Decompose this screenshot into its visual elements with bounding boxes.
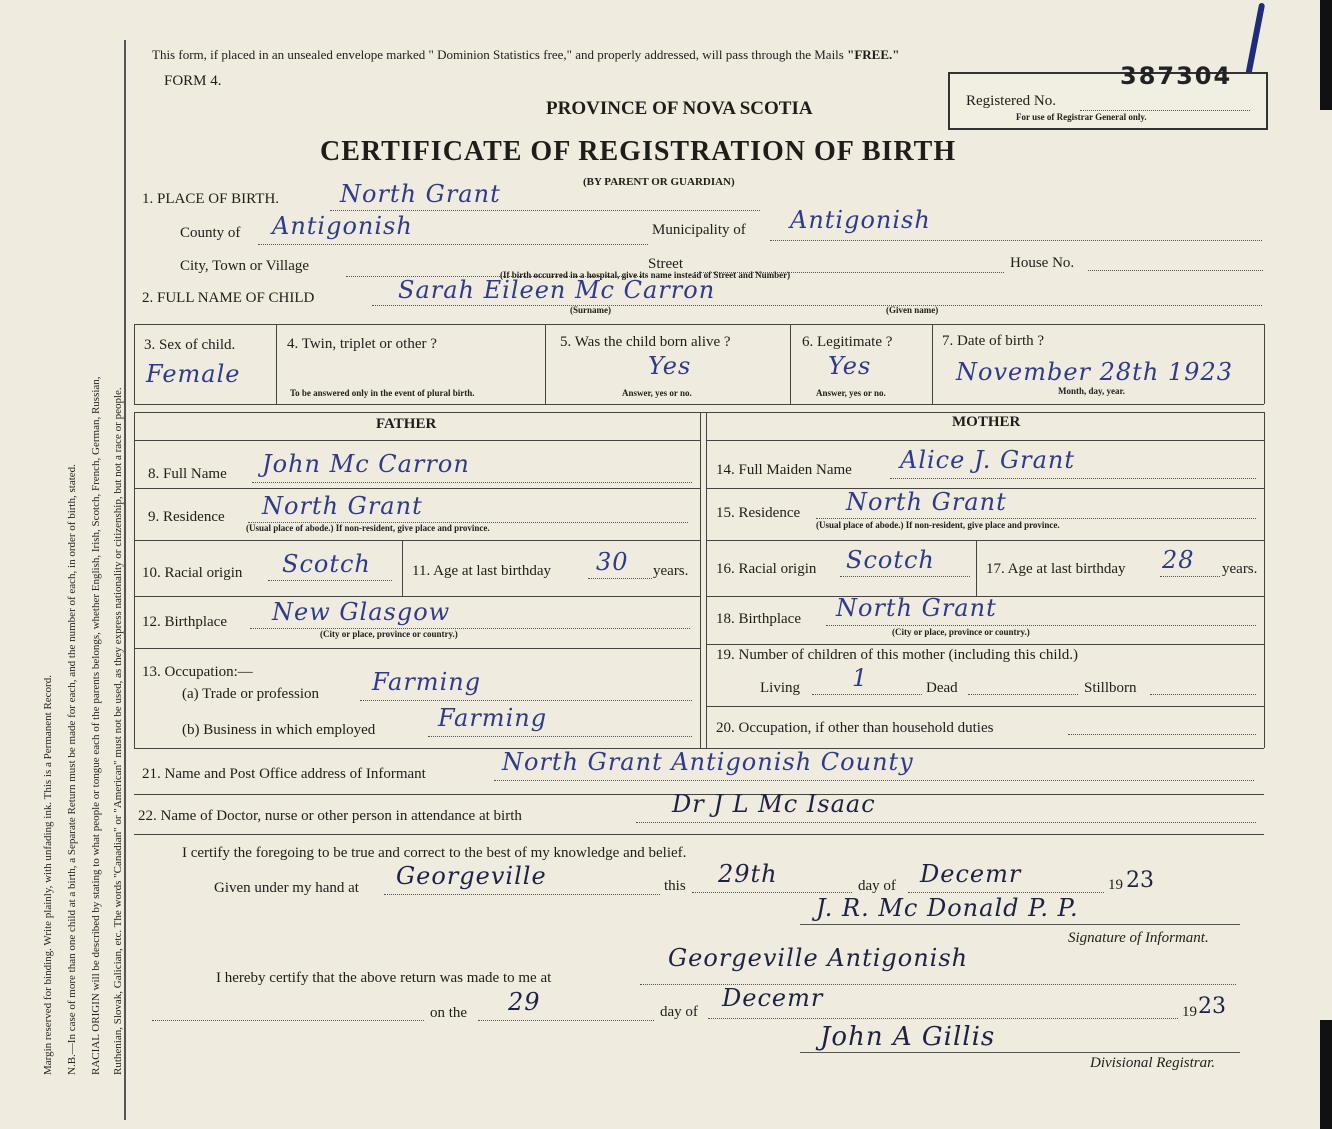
registered-label: Registered No. xyxy=(966,93,1056,109)
mother-res-value: North Grant xyxy=(846,488,1007,516)
legit-note: Answer, yes or no. xyxy=(816,388,886,398)
father-trade-value: Farming xyxy=(372,668,482,696)
mother-years: years. xyxy=(1222,561,1258,577)
house-label: House No. xyxy=(1010,255,1075,271)
mail-note: This form, if placed in an unsealed envelope marked " Dominion Statistics free," and properly addressed, will pass through the Mails "FREE." xyxy=(152,47,900,62)
mother-bp-value: North Grant xyxy=(836,594,997,622)
county-value: Antigonish xyxy=(272,212,413,240)
father-age-value: 30 xyxy=(596,548,629,576)
registered-note: For use of Registrar General only. xyxy=(1016,112,1147,122)
dob-note: Month, day, year. xyxy=(1058,386,1125,396)
father-name-label: 8. Full Name xyxy=(148,466,227,482)
margin-note-2: N.B.—In case of more than one child at a birth, a Separate Return must be made for each, and the number of each, in order of birth, stated. xyxy=(66,464,78,1075)
binding-rule xyxy=(124,40,126,1120)
margin-note-4: Ruthenian, Slovak, Galician, etc. The words "Canadian" or "American" must not be used, as they express nationality or citizenship, but not a race or people. xyxy=(112,387,124,1075)
father-res-value: North Grant xyxy=(262,492,423,520)
surname-note: (Surname) xyxy=(570,305,611,315)
legit-label: 6. Legitimate ? xyxy=(802,334,893,350)
twin-label: 4. Twin, triplet or other ? xyxy=(287,336,437,352)
hospital-note: (If birth occurred in a hospital, give its name instead of Street and Number) xyxy=(500,270,791,280)
sex-value: Female xyxy=(146,360,241,388)
mother-name-label: 14. Full Maiden Name xyxy=(716,462,852,478)
province-title: PROVINCE OF NOVA SCOTIA xyxy=(546,98,813,119)
legit-value: Yes xyxy=(828,352,872,380)
father-res-label: 9. Residence xyxy=(148,509,225,525)
margin-note-3: RACIAL ORIGIN will be described by stating to what people or tongue each of the parents belongs, whether English, Irish, Scotch, French, German, Russian, xyxy=(90,376,102,1075)
form-number: FORM 4. xyxy=(164,73,222,89)
alive-note: Answer, yes or no. xyxy=(622,388,692,398)
father-res-note: (Usual place of abode.) If non-resident, give place and province. xyxy=(246,523,490,533)
street-label: Street xyxy=(648,256,683,272)
twin-note: To be answered only in the event of plural birth. xyxy=(290,388,475,398)
father-race-value: Scotch xyxy=(282,550,371,578)
informant-value: North Grant Antigonish County xyxy=(502,748,914,776)
mother-bp-label: 18. Birthplace xyxy=(716,611,801,627)
father-heading: FATHER xyxy=(376,416,437,432)
father-trade-label: (a) Trade or profession xyxy=(182,686,320,702)
father-bp-value: New Glasgow xyxy=(272,598,451,626)
stillborn-label: Stillborn xyxy=(1084,680,1137,696)
given-place: Georgeville xyxy=(396,862,547,890)
margin-note-1: Margin reserved for binding. Write plainly, with unfading ink. This is a Permanent Record. xyxy=(42,675,54,1075)
informant-label: 21. Name and Post Office address of Informant xyxy=(142,766,426,782)
child-name-value: Sarah Eileen Mc Carron xyxy=(398,276,716,304)
city-label: City, Town or Village xyxy=(180,258,310,274)
scan-edge xyxy=(1320,0,1332,110)
subtitle: (BY PARENT OR GUARDIAN) xyxy=(583,176,735,188)
mother-occ-label: 20. Occupation, if other than household duties xyxy=(716,720,994,736)
on-the-value: 29 xyxy=(508,988,541,1016)
dead-label: Dead xyxy=(926,680,958,696)
year-prefix: 19 xyxy=(1108,877,1123,893)
dob-label: 7. Date of birth ? xyxy=(942,333,1045,349)
doctor-value: Dr J L Mc Isaac xyxy=(672,790,876,818)
registrar-signature: John A Gillis xyxy=(820,1022,996,1052)
mother-name-value: Alice J. Grant xyxy=(900,446,1076,474)
given-label: Given under my hand at xyxy=(214,880,359,896)
page-title: CERTIFICATE OF REGISTRATION OF BIRTH xyxy=(320,136,957,167)
place-value: North Grant xyxy=(340,180,501,208)
mother-res-note: (Usual place of abode.) If non-resident, give place and province. xyxy=(816,520,1060,530)
informant-signature: J. R. Mc Donald P. P. xyxy=(816,894,1079,922)
year2-prefix: 19 xyxy=(1182,1004,1197,1020)
sex-label: 3. Sex of child. xyxy=(144,337,236,353)
mother-bp-note: (City or place, province or country.) xyxy=(892,627,1030,637)
given-note: (Given name) xyxy=(886,305,939,315)
dob-value: November 28th 1923 xyxy=(956,358,1233,386)
registered-number: 387304 xyxy=(1120,62,1233,90)
alive-label: 5. Was the child born alive ? xyxy=(560,334,731,350)
father-bp-label: 12. Birthplace xyxy=(142,614,227,630)
living-label: Living xyxy=(760,680,800,696)
father-bp-note: (City or place, province or country.) xyxy=(320,629,458,639)
return-label: I hereby certify that the above return was made to me at xyxy=(216,970,552,986)
mother-children-label: 19. Number of children of this mother (including this child.) xyxy=(716,647,1079,663)
county-label: County of xyxy=(180,225,241,241)
mother-race-value: Scotch xyxy=(846,546,935,574)
registered-box xyxy=(948,62,1268,130)
doctor-label: 22. Name of Doctor, nurse or other person in attendance at birth xyxy=(138,808,522,824)
father-years: years. xyxy=(653,563,689,579)
child-name-label: 2. FULL NAME OF CHILD xyxy=(142,290,315,306)
father-occ-label: 13. Occupation:— xyxy=(142,664,253,680)
father-age-label: 11. Age at last birthday xyxy=(412,563,551,579)
father-race-label: 10. Racial origin xyxy=(142,565,243,581)
mother-res-label: 15. Residence xyxy=(716,505,801,521)
mother-race-label: 16. Racial origin xyxy=(716,561,817,577)
municipality-label: Municipality of xyxy=(652,222,746,238)
day-of-label: day of xyxy=(858,878,896,894)
day-of-value: Decemr xyxy=(920,860,1022,888)
father-business-value: Farming xyxy=(438,704,548,732)
return-place: Georgeville Antigonish xyxy=(668,944,969,972)
on-the-label: on the xyxy=(430,1005,468,1021)
year2-value: 23 xyxy=(1198,994,1226,1019)
mother-heading: MOTHER xyxy=(952,414,1021,430)
informant-caption: Signature of Informant. xyxy=(1068,930,1209,946)
father-business-label: (b) Business in which employed xyxy=(182,722,376,738)
this-value: 29th xyxy=(718,860,778,888)
living-value: 1 xyxy=(852,664,869,692)
certify-statement: I certify the foregoing to be true and correct to the best of my knowledge and belief. xyxy=(182,845,687,861)
scan-edge xyxy=(1320,1020,1332,1129)
day-of2-label: day of xyxy=(660,1004,698,1020)
mother-age-value: 28 xyxy=(1162,546,1195,574)
place-label: 1. PLACE OF BIRTH. xyxy=(142,191,280,207)
year-value: 23 xyxy=(1126,868,1154,893)
registrar-caption: Divisional Registrar. xyxy=(1090,1055,1216,1071)
alive-value: Yes xyxy=(648,352,692,380)
day-of2-value: Decemr xyxy=(722,984,824,1012)
mother-age-label: 17. Age at last birthday xyxy=(986,561,1126,577)
father-name-value: John Mc Carron xyxy=(262,450,470,478)
this-label: this xyxy=(664,878,686,894)
municipality-value: Antigonish xyxy=(790,206,931,234)
